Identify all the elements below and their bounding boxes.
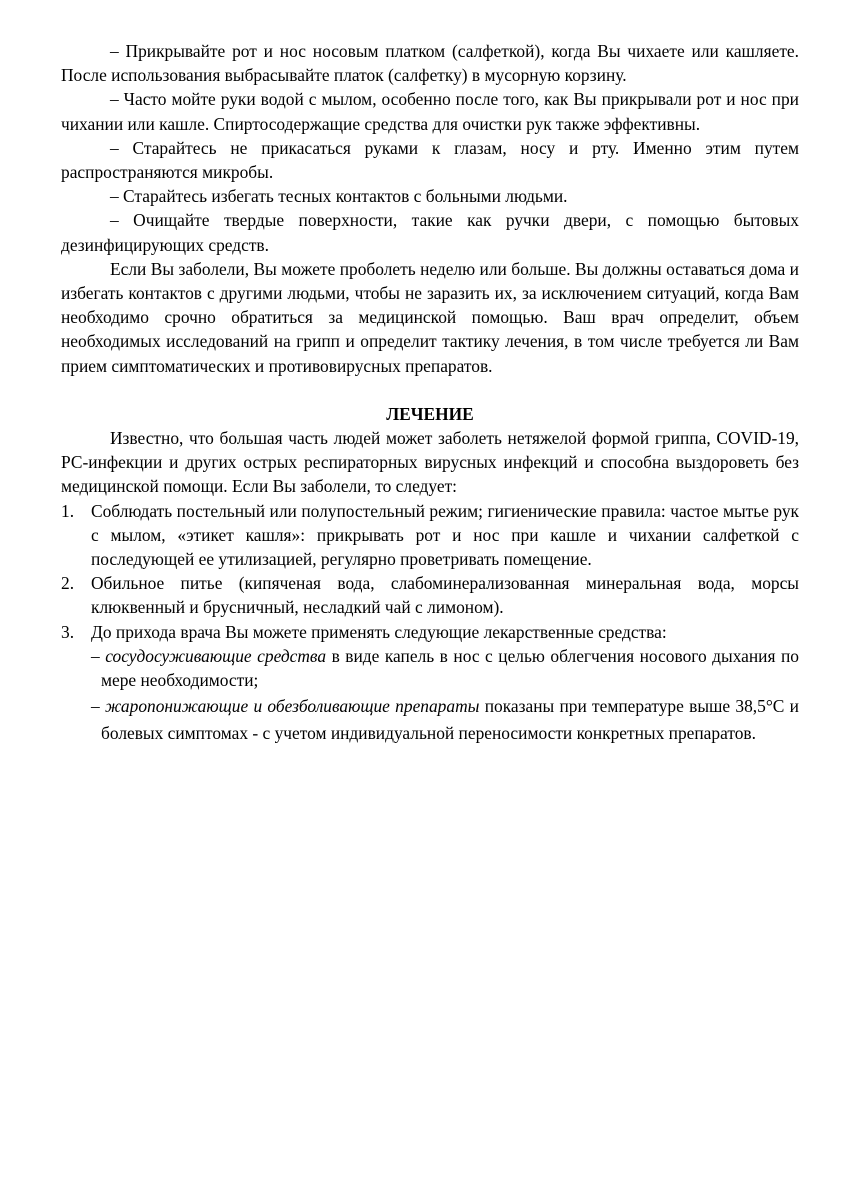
treatment-item-text: Соблюдать постельный или полупостельный режим; гигиенические правила: частое мытье рук с мылом, «этикет кашля»: прикрывать рот и нос при кашле и чихании салфеткой с последующей ее утилизацией, регулярно проветривать помещение. bbox=[91, 500, 799, 570]
treatment-item-2 bbox=[61, 571, 799, 619]
prevention-bullet-avoid-touching-face: – Старайтесь не прикасаться руками к глазам, носу и рту. Именно этим путем распространяются микробы. bbox=[61, 137, 799, 183]
medicine-term: жаропонижающие и обезболивающие препараты bbox=[104, 696, 480, 717]
treatment-item-number: 1. bbox=[61, 500, 75, 521]
medicine-item-antipyretics bbox=[91, 693, 799, 747]
treatment-item-3 bbox=[61, 620, 799, 644]
document-page bbox=[61, 39, 799, 747]
treatment-intro: Известно, что большая часть людей может заболеть нетяжелой формой гриппа, COVID-19, РС-инфекции и других острых респираторных вирусных инфекций и способна выздороветь без медицинской помощи. Если Вы заболели, то следует: bbox=[61, 428, 799, 497]
dash-marker: – bbox=[91, 645, 100, 666]
treatment-item-text: Обильное питье (кипяченая вода, слабоминерализованная минеральная вода, морсы клюквенный и брусничный, несладкий чай с лимоном). bbox=[91, 573, 799, 618]
prevention-bullet-clean-surfaces: – Очищайте твердые поверхности, такие как ручки двери, с помощью бытовых дезинфицирующих средств. bbox=[61, 210, 799, 255]
prevention-bullet-wash-hands: – Часто мойте руки водой с мылом, особенно после того, как Вы прикрывали рот и нос при чихании или кашле. Спиртосодержащие средства для очистки рук также эффективны. bbox=[61, 89, 799, 134]
treatment-heading: ЛЕЧЕНИЕ bbox=[386, 403, 474, 424]
medicine-description: в виде капель в нос с целью облегчения носового дыхания по мере необходимости; bbox=[101, 645, 799, 691]
if-sick-paragraph: Если Вы заболели, Вы можете проболеть неделю или больше. Вы должны оставаться дома и избегать контактов с другими людьми, чтобы не заразить их, за исключением ситуаций, когда Вам необходимо срочно обратиться за медицинской помощью. Ваш врач определит, объем необходимых исследований на грипп и определит тактику лечения, в том числе требуется ли Вам прием симптоматических и противовирусных препаратов. bbox=[61, 258, 799, 376]
prevention-bullet-cover-mouth: – Прикрывайте рот и нос носовым платком (салфеткой), когда Вы чихаете или кашляете. После использования выбрасывайте платок (салфетку) в мусорную корзину. bbox=[61, 41, 799, 86]
medicine-description: показаны при температуре выше 38,5°С и болевых симптомах - с учетом индивидуальной переносимости конкретных препаратов. bbox=[101, 696, 799, 744]
medicine-term: сосудосуживающие средства bbox=[105, 645, 327, 666]
treatment-item-number: 2. bbox=[61, 573, 75, 594]
prevention-bullet-avoid-contacts: – Старайтесь избегать тесных контактов с больными людьми. bbox=[110, 186, 568, 207]
treatment-item-number: 3. bbox=[61, 621, 75, 642]
treatment-item-text: До прихода врача Вы можете применять следующие лекарственные средства: bbox=[91, 621, 667, 642]
medicine-item-vasoconstrictors bbox=[91, 644, 799, 692]
dash-marker: – bbox=[91, 696, 100, 717]
treatment-item-1 bbox=[61, 499, 799, 572]
